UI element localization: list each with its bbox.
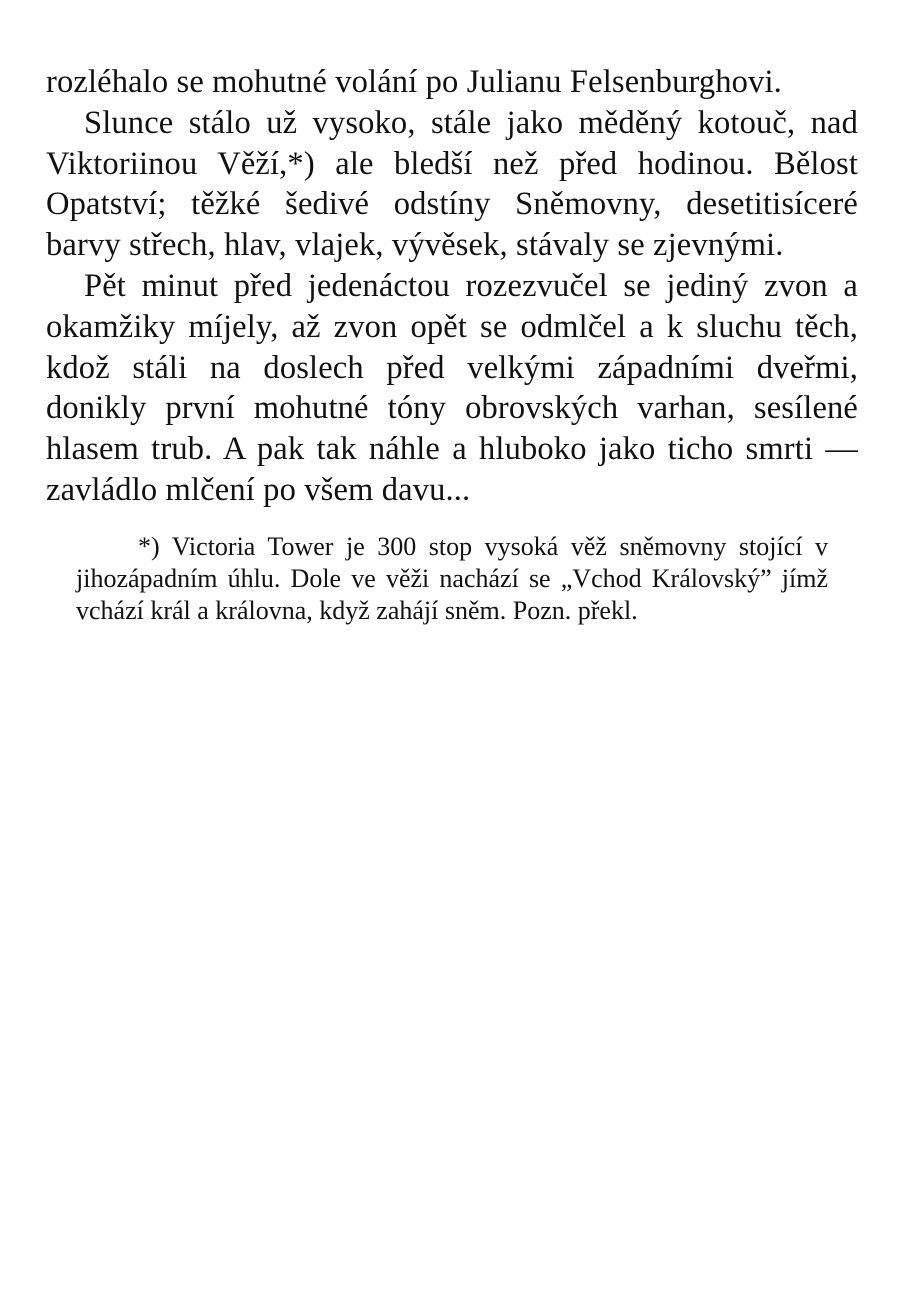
book-page xyxy=(46,62,858,627)
paragraph-continuation: rozléhalo se mohutné volání po Julianu Felsenburghovi. xyxy=(46,64,782,100)
paragraph-sun: Slunce stálo už vysoko, stále jako měděný kotouč, nad Viktoriinou Věží,*) ale bledší než před hodinou. Bělost Opatství; těžké šedivé odstíny Sněmovny, desetitisíceré barvy střech, hlav, vlajek, vývěsek, stávaly se zjevnými. xyxy=(46,104,858,264)
paragraph-bell: Pět minut před jedenáctou rozezvučel se jediný zvon a okamžiky míjely, až zvon opět se odmlčel a k sluchu těch, kdož stáli na doslech před velkými západními dveřmi, donikly první mohutné tóny obrovských varhan, sesílené hlasem trub. A pak tak náhle a hluboko jako ticho smrti — zavládlo mlčení po všem davu... xyxy=(46,267,858,508)
footnote: *) Victoria Tower je 300 stop vysoká věž sněmovny stojící v jihozápadním úhlu. Dole ve věži nachází se „Vchod Královský” jímž vchází král a královna, když zahájí sněm. Pozn. překl. xyxy=(76,531,828,626)
